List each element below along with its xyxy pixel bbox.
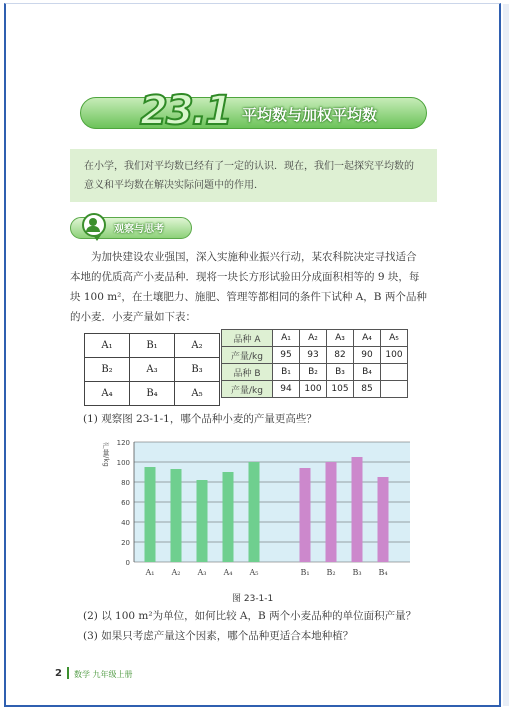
yield-cell: A₅	[381, 330, 408, 347]
y-tick-label: 20	[121, 539, 130, 547]
paragraph-line: 的小麦．小麦产量如下表：	[70, 311, 196, 323]
yield-cell: B₃	[327, 364, 354, 381]
yield-cell: 100	[381, 347, 408, 364]
section-number: 23.1	[140, 88, 231, 134]
field-grid	[84, 333, 220, 406]
yield-cell: 105	[327, 381, 354, 398]
yield-bar-chart	[90, 434, 414, 584]
yield-table	[221, 329, 408, 398]
yield-cell: 93	[300, 347, 327, 364]
bar	[300, 468, 311, 562]
yield-header: 产量/kg	[222, 381, 273, 398]
x-tick-label: B₄	[378, 568, 388, 577]
x-tick-label: A₅	[249, 568, 259, 577]
x-tick-label: A₄	[223, 568, 233, 577]
x-tick-label: A₃	[197, 568, 207, 577]
yield-cell: B₂	[300, 364, 327, 381]
field-cell: A₃	[130, 358, 175, 382]
footer-divider	[67, 667, 69, 679]
yield-cell: 100	[300, 381, 327, 398]
question-2: (2) 以 100 m²为单位，如何比较 A，B 两个小麦品种的单位面积产量？	[83, 610, 417, 622]
question-3: (3) 如果只考虑产量这个因素，哪个品种更适合本地种植？	[83, 630, 354, 642]
x-tick-label: A₂	[171, 568, 181, 577]
page-edge	[503, 4, 509, 706]
page-number: 2	[55, 668, 62, 679]
x-tick-label: A₁	[145, 568, 155, 577]
footer-text: 数学 九年级上册	[74, 670, 133, 679]
bar	[171, 469, 182, 562]
yield-cell: 94	[273, 381, 300, 398]
x-tick-label: B₂	[326, 568, 336, 577]
yield-cell: A₄	[354, 330, 381, 347]
yield-cell	[381, 364, 408, 381]
observe-icon	[82, 213, 106, 237]
paragraph-line: 块 100 m²，在土壤肥力、施肥、管理等都相同的条件下试种 A，B 两个品种	[70, 291, 427, 303]
y-tick-label: 120	[116, 439, 130, 447]
yield-cell: A₂	[300, 330, 327, 347]
field-cell: A₂	[175, 334, 220, 358]
bar	[145, 467, 156, 562]
page-title: 平均数与加权平均数	[242, 106, 378, 124]
y-tick-label: 80	[121, 479, 130, 487]
bar	[197, 480, 208, 562]
x-tick-label: B₁	[300, 568, 310, 577]
yield-header: 品种 A	[222, 330, 273, 347]
yield-cell: A₃	[327, 330, 354, 347]
field-cell: B₂	[85, 358, 130, 382]
yield-cell	[381, 381, 408, 398]
yield-cell: A₁	[273, 330, 300, 347]
field-cell: B₃	[175, 358, 220, 382]
yield-cell: 82	[327, 347, 354, 364]
y-tick-label: 100	[116, 459, 130, 467]
bar	[378, 477, 389, 562]
yield-header: 品种 B	[222, 364, 273, 381]
yield-cell: 85	[354, 381, 381, 398]
paragraph-line: 本地的优质高产小麦品种．现将一块长方形试验田分成面积相等的 9 块，每	[70, 271, 420, 283]
body-paragraph	[70, 247, 442, 327]
paragraph-line: 为加快建设农业强国，深入实施种业振兴行动，某农科院决定寻找适合	[91, 251, 417, 263]
x-tick-label: B₃	[352, 568, 362, 577]
field-cell: A₄	[85, 382, 130, 406]
y-axis-label: 产量/kg	[102, 442, 110, 467]
intro-box: 在小学，我们对平均数已经有了一定的认识．现在，我们一起探究平均数的意义和平均数在解决实际问题中的作用．	[70, 149, 437, 202]
y-tick-label: 0	[125, 559, 130, 567]
yield-header: 产量/kg	[222, 347, 273, 364]
y-tick-label: 40	[121, 519, 130, 527]
question-1: (1) 观察图 23-1-1，哪个品种小麦的产量更高些？	[83, 413, 317, 425]
yield-cell: 95	[273, 347, 300, 364]
yield-cell: 90	[354, 347, 381, 364]
figure-caption: 图 23-1-1	[232, 594, 274, 604]
field-cell: A₁	[85, 334, 130, 358]
section-label: 观察与思考	[114, 224, 164, 235]
yield-cell: B₄	[354, 364, 381, 381]
field-cell: B₄	[130, 382, 175, 406]
bar	[223, 472, 234, 562]
bar	[249, 462, 260, 562]
yield-cell: B₁	[273, 364, 300, 381]
bar	[326, 462, 337, 562]
y-tick-label: 60	[121, 499, 130, 507]
field-cell: B₁	[130, 334, 175, 358]
bar	[352, 457, 363, 562]
field-cell: A₅	[175, 382, 220, 406]
